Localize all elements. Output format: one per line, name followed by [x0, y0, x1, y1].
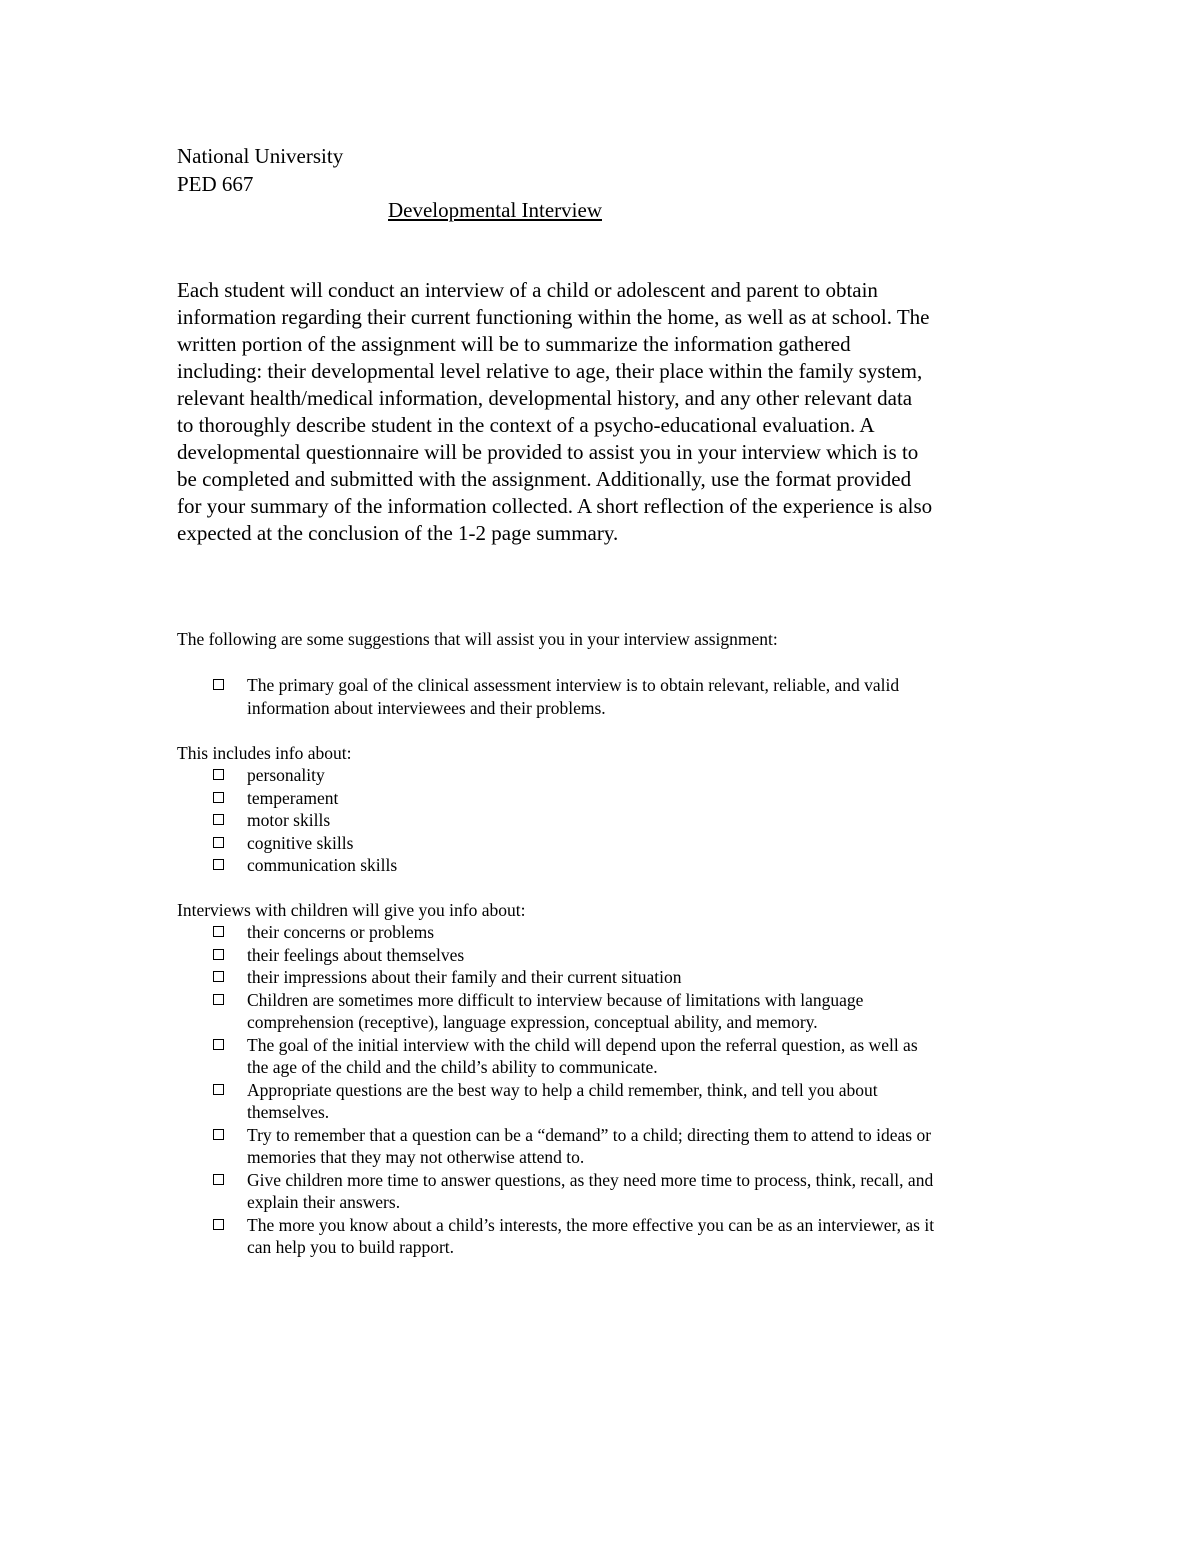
list-item-text: the age of the child and the child’s ability to communicate.	[247, 1057, 658, 1077]
list-item	[212, 674, 899, 719]
checkbox-icon	[213, 792, 224, 803]
checkbox-icon	[213, 1084, 224, 1095]
checkbox-icon	[213, 1129, 224, 1140]
intro-line: developmental questionnaire will be provided to assist you in your interview which is to	[177, 440, 919, 464]
list-item-text: temperament	[247, 787, 339, 808]
intro-line: relevant health/medical information, developmental history, and any other relevant data	[177, 386, 913, 410]
list-item-text: memories that they may not otherwise attend to.	[247, 1147, 585, 1167]
list-item-text: personality	[247, 765, 325, 785]
list-item-text: their feelings about themselves	[247, 944, 465, 965]
includes-list	[212, 764, 397, 877]
document-title: Developmental Interview	[388, 198, 602, 222]
list-item-text: their concerns or problems	[247, 922, 435, 942]
list-item	[212, 1124, 934, 1169]
intro-line: information regarding their current functioning within the home, as well as at school. The	[177, 305, 930, 329]
intro-paragraph	[177, 277, 1047, 547]
checkbox-icon	[213, 949, 224, 960]
list-item-text: themselves.	[247, 1102, 330, 1122]
list-item	[212, 854, 397, 877]
list-item	[212, 787, 397, 810]
list-item-text: comprehension (receptive), language expression, conceptual ability, and memory.	[247, 1012, 818, 1032]
includes-label: This includes info about:	[177, 743, 352, 763]
children-label: Interviews with children will give you info about:	[177, 900, 526, 920]
university-name: National University	[177, 144, 344, 168]
list-item	[212, 944, 934, 967]
checkbox-icon	[213, 1039, 224, 1050]
list-item-text: The primary goal of the clinical assessment interview is to obtain relevant, reliable, and valid	[247, 675, 900, 695]
intro-line: Each student will conduct an interview of a child or adolescent and parent to obtain	[177, 278, 878, 302]
goal-list	[212, 674, 899, 719]
list-item-text: The more you know about a child’s interests, the more effective you can be as an interviewer, as it	[247, 1214, 935, 1235]
list-item-text: communication skills	[247, 855, 398, 875]
list-item	[212, 966, 934, 989]
list-item-text: Children are sometimes more difficult to interview because of limitations with language	[247, 989, 864, 1010]
checkbox-icon	[213, 994, 224, 1005]
list-item	[212, 832, 397, 855]
intro-line: written portion of the assignment will be to summarize the information gathered	[177, 332, 851, 356]
children-list	[212, 921, 934, 1259]
list-item-text: Try to remember that a question can be a “demand” to a child; directing them to attend to ideas or	[247, 1124, 932, 1145]
checkbox-icon	[213, 971, 224, 982]
list-item-text: can help you to build rapport.	[247, 1237, 455, 1257]
checkbox-icon	[213, 679, 224, 690]
suggestions-heading: The following are some suggestions that will assist you in your interview assignment:	[177, 629, 778, 649]
list-item-text: information about interviewees and their problems.	[247, 697, 606, 718]
list-item	[212, 1079, 934, 1124]
checkbox-icon	[213, 1219, 224, 1230]
list-item	[212, 809, 397, 832]
list-item	[212, 764, 397, 787]
intro-line: to thoroughly describe student in the context of a psycho-educational evaluation. A	[177, 413, 875, 437]
intro-line: for your summary of the information collected. A short reflection of the experience is also	[177, 494, 933, 518]
list-item	[212, 989, 934, 1034]
list-item-text: motor skills	[247, 810, 331, 830]
intro-line: including: their developmental level relative to age, their place within the family system,	[177, 359, 923, 383]
course-code: PED 667	[177, 172, 254, 196]
intro-line: expected at the conclusion of the 1-2 page summary.	[177, 521, 619, 545]
list-item	[212, 1169, 934, 1214]
intro-line: be completed and submitted with the assignment. Additionally, use the format provided	[177, 467, 912, 491]
checkbox-icon	[213, 926, 224, 937]
list-item-text: The goal of the initial interview with the child will depend upon the referral question, as well as	[247, 1034, 918, 1055]
checkbox-icon	[213, 814, 224, 825]
checkbox-icon	[213, 837, 224, 848]
list-item-text: Give children more time to answer questions, as they need more time to process, think, recall, and	[247, 1169, 934, 1190]
checkbox-icon	[213, 859, 224, 870]
checkbox-icon	[213, 769, 224, 780]
list-item-text: Appropriate questions are the best way to help a child remember, think, and tell you about	[247, 1079, 878, 1100]
list-item-text: cognitive skills	[247, 832, 354, 853]
checkbox-icon	[213, 1174, 224, 1185]
list-item-text: explain their answers.	[247, 1192, 401, 1212]
list-item-text: their impressions about their family and their current situation	[247, 967, 682, 987]
list-item	[212, 1034, 934, 1079]
list-item	[212, 921, 934, 944]
list-item	[212, 1214, 934, 1259]
